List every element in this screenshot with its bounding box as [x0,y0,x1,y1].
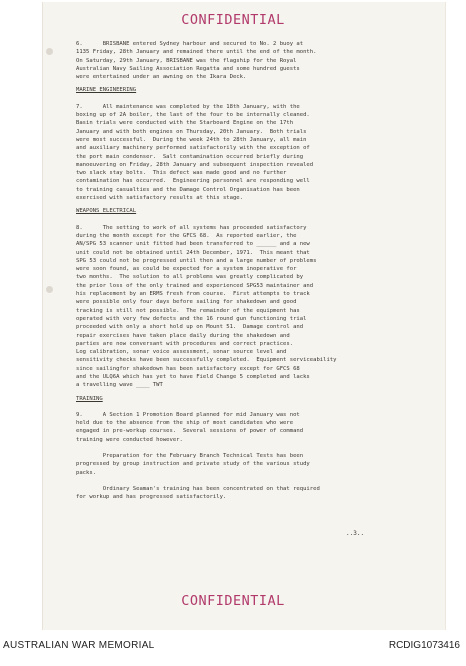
text-line: boxing up of 2A boiler, the last of the four to be internally cleaned. [76,112,310,119]
text-line: were entertained under an awning on the Ikara Deck. [76,74,247,81]
text-line: were soon found, as could be expected for a system inoperative for [76,266,297,273]
text-line: held due to the absence from the ship of most candidates who were [76,420,294,427]
punch-hole [46,48,53,55]
text-line: two months. The solution to all problems was greatly complicated by [76,274,304,281]
text-line: for workup and has progressed satisfactorily. [76,494,227,501]
text-line: repair exercises have taken place daily during the shakedown and [76,332,290,339]
text-line: parties are now conversant with procedures and correct practices. [76,340,294,347]
text-line: unit could not be obtained until 24th December, 1971. This meant that [76,249,310,256]
text-line: contamination has occurred. Engineering personnel are responding well [76,178,310,185]
text-line: two slack stay bolts. This defect was made good and no further [76,170,287,177]
text-line: the port main condenser. Salt contamination occurred briefly during [76,153,304,160]
classification-stamp-bottom: CONFIDENTIAL [181,593,285,609]
text-line: and the ULQ6A which has yet to have Field Change 5 completed and lacks [76,373,310,380]
text-line: Preparation for the February Branch Technical Tests has been [76,453,304,460]
paragraph-6 [76,40,420,81]
text-line: since sailingfor shakedown has been satisfactory except for GFCS 68 [76,365,300,372]
text-line: Basin trials were conducted with the Starboard Engine on the 17th [76,120,294,127]
text-line: a travelling wave ____ TWT [76,382,163,389]
text-line: 9. A Section 1 Promotion Board planned for mid January was not [76,411,300,418]
text-line: the prior loss of the only trained and experienced SPG53 maintainer and [76,282,314,289]
text-line: tracking is still not possible. The remainder of the equipment has [76,307,300,314]
text-line: exercised with satisfactory results at this stage. [76,195,243,202]
text-line: Ordinary Seaman's training has been concentrated on that required [76,485,320,492]
text-line: Australian Navy Sailing Association Regatta and some hundred guests [76,65,300,72]
section-heading-marine-engineering: MARINE ENGINEERING [76,87,137,94]
text-line: sensitivity checks have been successfully completed. Equipment serviceability [76,357,337,364]
paragraph-9 [76,411,420,444]
text-line: operated with very few defects and the 16 round gun functioning trial [76,315,307,322]
paragraph-9c [76,485,420,502]
punch-hole [46,286,53,293]
text-line: proceeded with only a short hold up on Mount 51. Damage control and [76,324,304,331]
text-line: On Saturday, 29th January, BRISBANE was the flagship for the Royal [76,57,297,64]
text-line: progressed by group instruction and private study of the various study [76,461,310,468]
archive-name: AUSTRALIAN WAR MEMORIAL [3,640,155,651]
text-line: were possible only four days before sailing for shakedown and good [76,299,297,306]
paragraph-7 [76,103,420,203]
text-line: and auxiliary machinery performed satisfactorily with the exception of [76,145,310,152]
text-line: to training casualties and the Damage Control Organisation has been [76,186,300,193]
text-line: 7. All maintenance was completed by the 18th January, with the [76,103,300,110]
text-line: during the month except for the GFCS 68. As reported earlier, the [76,232,297,239]
text-line: AN/SPG 53 scanner unit fitted had been transferred to ______ and a new [76,241,310,248]
section-heading-training: TRAINING [76,395,103,402]
paragraph-8 [76,224,420,390]
text-line: 8. The setting to work of all systems has proceeded satisfactory [76,224,307,231]
text-line: manoeuvering on Friday, 28th January and subsequent inspection revealed [76,161,314,168]
text-line: Log calibration, sonar voice assessment, sonar source level and [76,349,287,356]
text-line: packs. [76,469,97,476]
text-line: were most successful. During the week 24th to 28th January, all main [76,136,307,143]
document-body [76,40,420,502]
section-heading-weapons-electrical: WEAPONS ELECTRICAL [76,208,137,215]
text-line: training were conducted however. [76,436,183,443]
classification-stamp-top: CONFIDENTIAL [181,12,285,28]
archive-footer [0,630,466,666]
paragraph-9b [76,452,420,477]
page-continuation-marker: ..3.. [346,530,365,537]
record-id: RCDIG1073416 [388,640,460,651]
text-line: his replacement by an ERMS fresh from course. First attempts to track [76,291,310,298]
text-line: January and with both engines on Thursday, 20th January. Both trials [76,128,307,135]
text-line: 6. BRISBANE entered Sydney harbour and secured to No. 2 buoy at [76,41,304,47]
text-line: engaged in pre-workup courses. Several sessions of power of command [76,428,304,435]
text-line: SPG 53 could not be progressed until then and a large number of problems [76,257,317,264]
text-line: 1135 Friday, 28th January and remained there until the end of the month. [76,49,317,56]
